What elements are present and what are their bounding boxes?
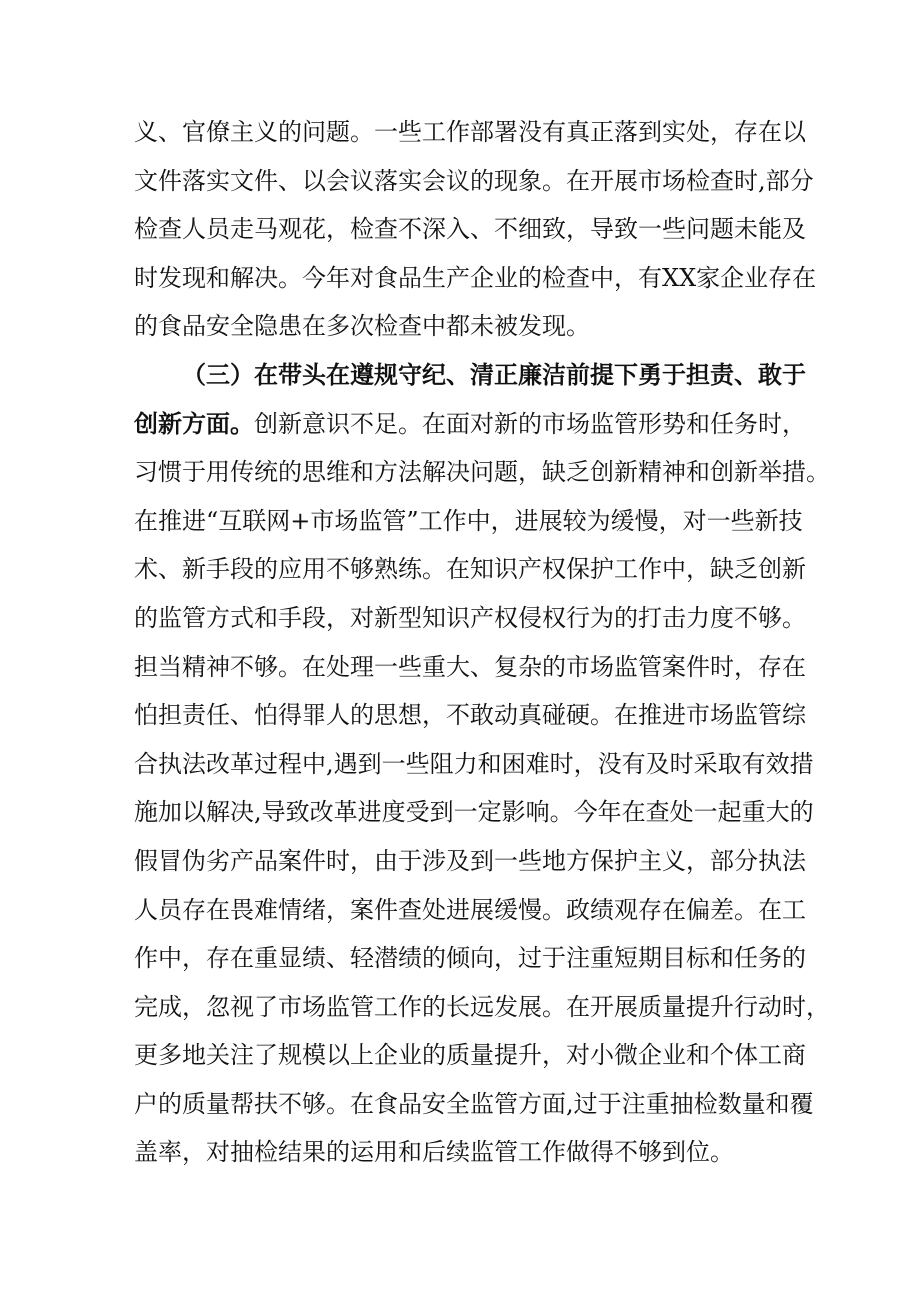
paragraph-line: 在推进“互联网+市场监管”工作中，进展较为缓慢，对一些新技 <box>134 506 803 535</box>
paragraph-line: 盖率，对抽检结果的运用和后续监管工作做得不够到位。 <box>134 1138 734 1167</box>
paragraph-line: 人员存在畏难情绪，案件查处进展缓慢。政绩观存在偏差。在工 <box>134 895 806 924</box>
section-heading-continuation <box>134 400 806 449</box>
paragraph-text: 创新意识不足。在面对新的市场监管形势和任务时， <box>254 409 806 438</box>
paragraph-line: 假冒伪劣产品案件时，由于涉及到一些地方保护主义，部分执法 <box>134 846 806 875</box>
section-heading-line: （三）在带头在遵规守纪、清正廉洁前提下勇于担责、敢于 <box>182 359 806 389</box>
paragraph-line: 检查人员走马观花，检查不深入、不细致，导致一些问题未能及 <box>134 215 806 244</box>
paragraph-line: 的监管方式和手段，对新型知识产权侵权行为的打击力度不够。 <box>134 603 806 632</box>
paragraph-line: 术、新手段的应用不够熟练。在知识产权保护工作中，缺乏创新 <box>134 555 806 584</box>
paragraph-line: 作中，存在重显绩、轻潜绩的倾向，过于注重短期目标和任务的 <box>134 944 806 973</box>
paragraph-line: 怕担责任、怕得罪人的思想，不敢动真碰硬。在推进市场监管综 <box>134 701 806 730</box>
paragraph-line: 更多地关注了规模以上企业的质量提升，对小微企业和个体工商 <box>134 1041 806 1070</box>
paragraph-line: 担当精神不够。在处理一些重大、复杂的市场监管案件时，存在 <box>134 652 806 681</box>
section-heading-tail: 创新方面。 <box>134 408 254 438</box>
paragraph-line: 施加以解决,导致改革进度受到一定影响。今年在查处一起重大的 <box>134 798 814 827</box>
document-body <box>134 108 830 1177</box>
paragraph-line: 时发现和解决。今年对食品生产企业的检查中，有XX家企业存在 <box>134 263 817 292</box>
paragraph-line: 习惯于用传统的思维和方法解决问题，缺乏创新精神和创新举措。 <box>134 458 830 487</box>
paragraph-line: 户的质量帮扶不够。在食品安全监管方面,过于注重抽检数量和覆 <box>134 1089 814 1118</box>
paragraph-line: 的食品安全隐患在多次检查中都未被发现。 <box>134 312 590 341</box>
paragraph-line: 合执法改革过程中,遇到一些阻力和困难时，没有及时采取有效措 <box>134 749 814 778</box>
paragraph-line: 完成，忽视了市场监管工作的长远发展。在开展质量提升行动时， <box>134 992 830 1021</box>
paragraph-line: 文件落实文件、以会议落实会议的现象。在开展市场检查时,部分 <box>134 166 814 195</box>
paragraph-line: 义、官僚主义的问题。一些工作部署没有真正落到实处，存在以 <box>134 118 806 146</box>
